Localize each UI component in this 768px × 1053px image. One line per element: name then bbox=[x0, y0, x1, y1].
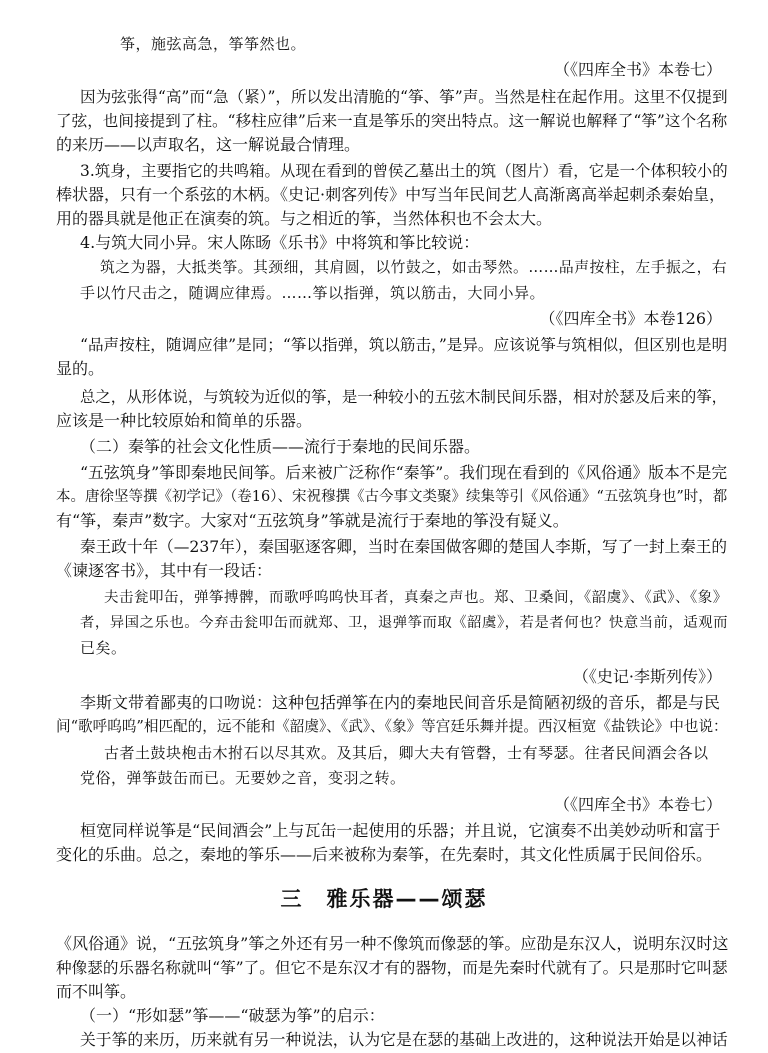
quote-line: 手以竹尺击之，随调应律焉。……筝以指弹，筑以筋击，大同小异。 bbox=[80, 284, 546, 302]
text-line: 有“筝，秦声”数字。大家对“五弦筑身”筝就是流行于秦地的筝没有疑义。 bbox=[56, 511, 569, 530]
text-line: 4.与筑大同小异。宋人陈旸《乐书》中将筑和筝比较说： bbox=[80, 233, 480, 252]
citation: （《史记·李斯列传》） bbox=[572, 667, 722, 686]
quote-line: 党俗，弹筝鼓缶而已。无要妙之音，变羽之转。 bbox=[80, 769, 406, 787]
quote-line: 夫击瓮叩缶，弹筝搏髀，而歌呼呜呜快耳者，真秦之声也。郑、卫桑间，《韶虞》、《武》、《象》 bbox=[104, 590, 728, 606]
text-line: 秦王政十年（—237年），秦国驱逐客卿，当时在秦国做客卿的楚国人李斯，写了一封上秦王的 bbox=[80, 537, 728, 556]
citation: （《四库全书》本卷七） bbox=[553, 60, 722, 79]
text-line: 本。唐徐坚等撰《初学记》（卷16）、宋祝穆撰《古今事文类聚》续集等引《风俗通》“五弦筑身也”时，都 bbox=[56, 489, 728, 505]
quote-line: 者，异国之乐也。今弃击瓮叩缶而就郑、卫，退弹筝而取《韶虞》，若是者何也？快意当前，适观而 bbox=[80, 615, 728, 631]
text-line: 3.筑身，主要指它的共鸣箱。从现在看到的曾侯乙墓出土的筑（图片）看，它是一个体积较小的 bbox=[80, 162, 728, 180]
quote-line: 筝，施弦高急，筝筝然也。 bbox=[120, 35, 307, 53]
text-line: 间“歌呼呜呜”相匹配的，远不能和《韶虞》、《武》、《象》等宫廷乐舞并提。西汉桓宽《盐铁论》中也说： bbox=[56, 718, 728, 735]
text-line: 桓宽同样说筝是“民间酒会”上与瓦缶一起使用的乐器；并且说，它演奏不出美妙动听和富于 bbox=[80, 821, 721, 840]
quote-line: 筑之为器，大抵类筝。其颈细，其肩圆，以竹鼓之，如击琴然。……品声按柱，左手振之，右 bbox=[100, 259, 728, 276]
section-heading: 三 雅乐器——颂瑟 bbox=[280, 887, 488, 911]
text-line: 因为弦张得“高”而“急（紧）”，所以发出清脆的“筝、筝”声。当然是柱在起作用。这里不仅提到 bbox=[80, 88, 728, 106]
citation: （《四库全书》本卷126） bbox=[539, 309, 722, 328]
text-line: 了弦，也间接提到了柱。“移柱应律”后来一直是筝乐的突出特点。这一解说也解释了“筝”这个名称 bbox=[56, 112, 728, 130]
text-line: 而不叫筝。 bbox=[56, 982, 137, 1001]
text-line: 的来历——以声取名，这一解说最合情理。 bbox=[56, 135, 361, 154]
text-line: 李斯文带着鄙夷的口吻说：这种包括弹筝在内的秦地民间音乐是简陋初级的音乐，都是与民 bbox=[80, 693, 721, 712]
text-line: 用的器具就是他正在演奏的筑。与之相近的筝，当然体积也不会太大。 bbox=[56, 209, 553, 228]
text-line: 《风俗通》说，“五弦筑身”筝之外还有另一种不像筑而像瑟的筝。应劭是东汉人，说明东汉时这 bbox=[56, 934, 729, 953]
citation: （《四库全书》本卷七） bbox=[553, 795, 722, 814]
text-line: 总之，从形体说，与筑较为近似的筝，是一种较小的五弦木制民间乐器，相对於瑟及后来的筝， bbox=[80, 388, 728, 406]
quote-line: 已矣。 bbox=[80, 639, 127, 657]
quote-line: 古者土鼓块枹击木拊石以尽其欢。及其后，卿大夫有管磬，士有琴瑟。往者民间酒会各以 bbox=[104, 744, 709, 762]
section-subheading: （二）秦筝的社会文化性质——流行于秦地的民间乐器。 bbox=[80, 437, 481, 456]
text-line: “五弦筑身”筝即秦地民间筝。后来被广泛称作“秦筝”。我们现在看到的《风俗通》版本不是完 bbox=[80, 463, 728, 482]
text-line: 变化的乐曲。总之，秦地的筝乐——后来被称为秦筝，在先秦时，其文化性质属于民间俗乐。 bbox=[56, 845, 713, 864]
text-line: “品声按柱，随调应律”是同；“筝以指弹，筑以筋击，”是异。应该说筝与筑相似，但区别也是明 bbox=[80, 336, 728, 354]
text-line: 关于筝的来历，历来就有另一种说法，认为它是在瑟的基础上改进的，这种说法开始是以神话 bbox=[80, 1030, 728, 1049]
section-subheading: （一）“形如瑟”筝——“破瑟为筝”的启示： bbox=[80, 1006, 385, 1025]
text-line: 棒状器，只有一个系弦的木柄。《史记·刺客列传》中写当年民间艺人高渐离高举起刺杀秦始皇， bbox=[56, 185, 726, 204]
text-line: 显的。 bbox=[56, 359, 105, 378]
text-line: 《谏逐客书》，其中有一段话： bbox=[56, 561, 273, 580]
text-line: 种像瑟的乐器名称就叫“筝”了。但它不是东汉才有的器物，而是先秦时代就有了。只是那时它叫瑟 bbox=[56, 959, 728, 977]
text-line: 应该是一种比较原始和简单的乐器。 bbox=[56, 411, 313, 430]
